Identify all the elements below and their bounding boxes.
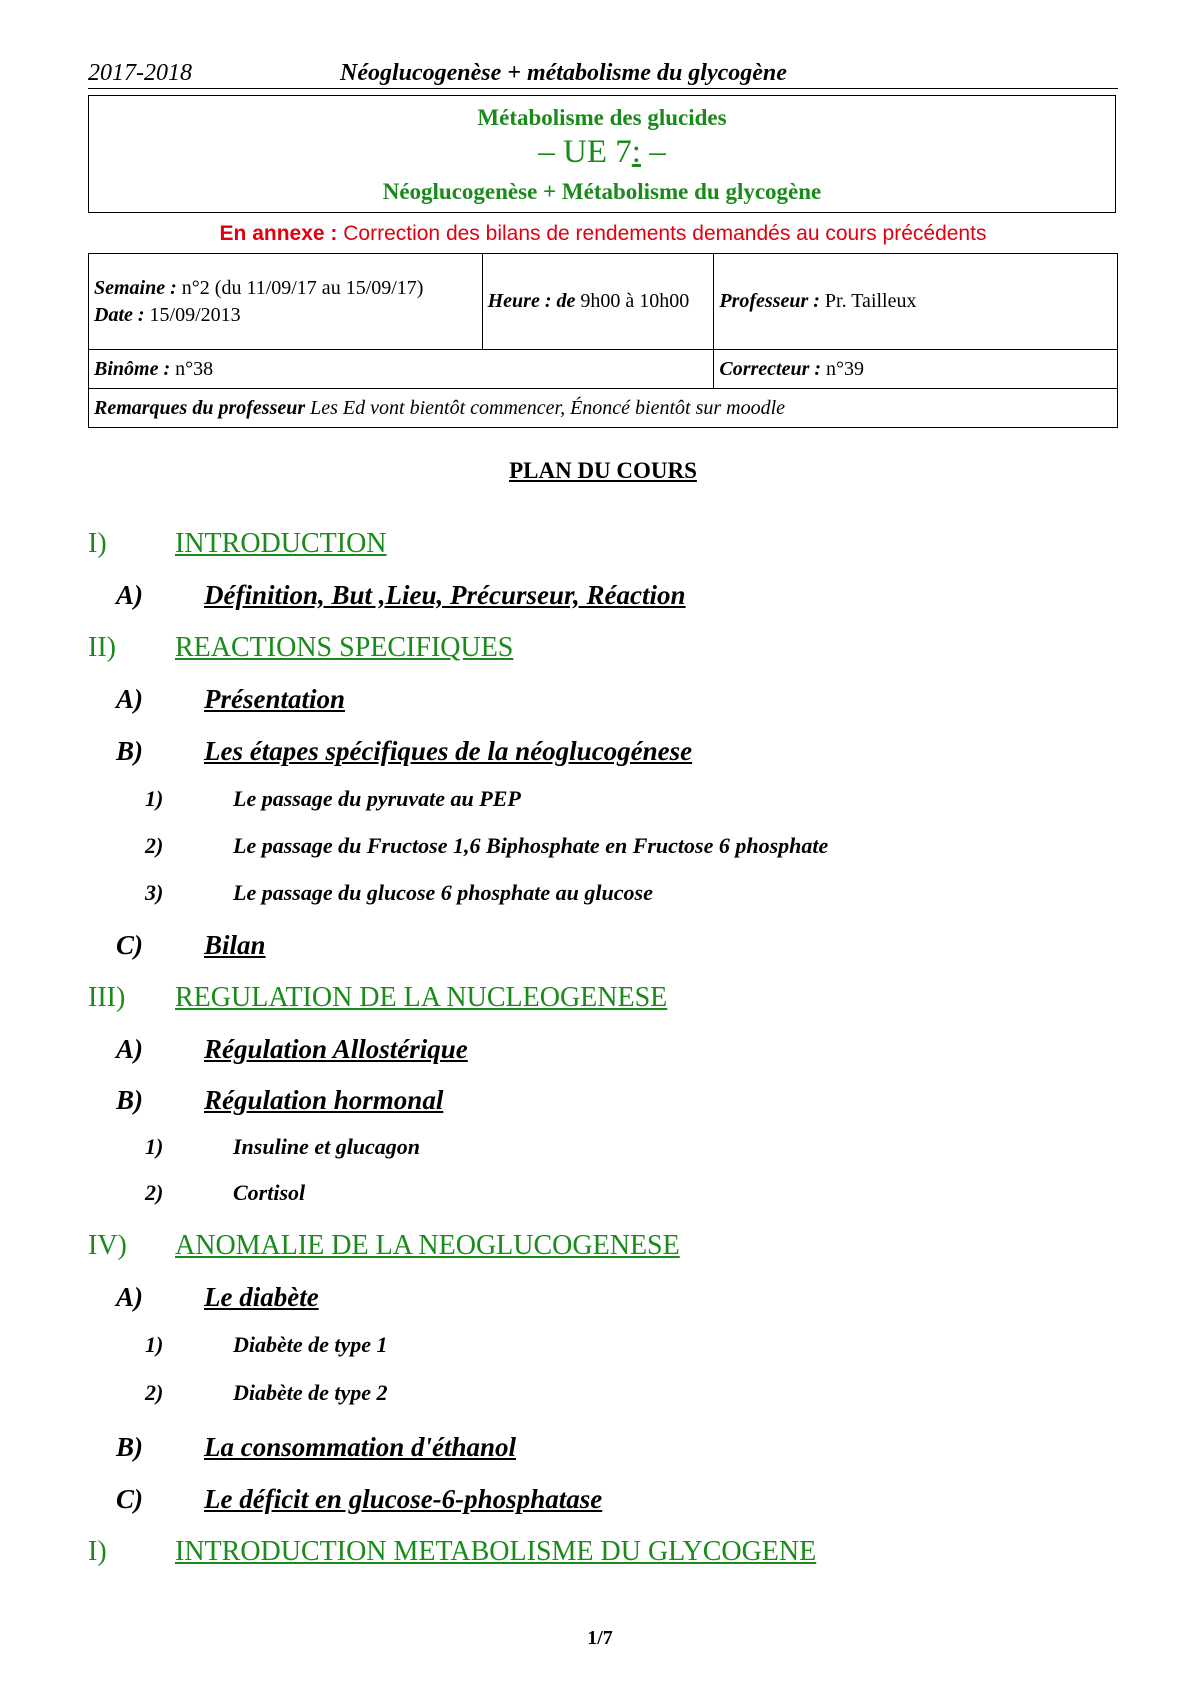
heure-cell	[482, 254, 714, 350]
toc-heading: Le passage du pyruvate au PEP	[233, 786, 521, 811]
unit-dash: –	[640, 134, 666, 170]
date-value: 15/09/2013	[144, 303, 241, 326]
toc-number: A)	[116, 1034, 143, 1064]
correcteur-value: n°39	[821, 357, 865, 380]
remarques-label: Remarques du professeur	[94, 396, 306, 419]
toc-number: A)	[116, 580, 143, 610]
toc-heading: REGULATION DE LA NUCLEOGENESE	[175, 982, 668, 1013]
toc-heading: REACTIONS SPECIFIQUES	[175, 632, 514, 663]
toc-number: A)	[116, 1282, 143, 1312]
annex-note	[88, 222, 1118, 246]
info-table	[88, 253, 1118, 428]
course-unit	[89, 134, 1115, 171]
toc-number: III)	[88, 982, 126, 1013]
toc-heading: Le déficit en glucose-6-phosphatase	[204, 1484, 603, 1514]
toc-heading: Régulation hormonal	[204, 1085, 444, 1115]
toc-number: 1)	[145, 1134, 164, 1159]
toc-number: B)	[116, 1432, 143, 1462]
binome-cell	[89, 350, 714, 389]
toc-number: B)	[116, 1085, 143, 1115]
annex-label: En annexe :	[219, 222, 338, 245]
header-title: Néoglucogenèse + métabolisme du glycogène	[340, 60, 787, 86]
heure-label: Heure : de	[487, 290, 576, 312]
toc-heading: Diabète de type 2	[233, 1380, 388, 1405]
toc-number: A)	[116, 684, 143, 714]
toc-heading: Définition, But ,Lieu, Précurseur, Réaction	[204, 580, 686, 610]
toc-number: B)	[116, 736, 143, 766]
binome-value: n°38	[170, 357, 214, 380]
toc-heading: INTRODUCTION	[175, 528, 387, 559]
annex-text: Correction des bilans de rendements demandés au cours précédents	[337, 222, 987, 245]
title-box	[88, 95, 1116, 213]
course-subject: Métabolisme des glucides	[477, 105, 727, 130]
toc-heading: ANOMALIE DE LA NEOGLUCOGENESE	[175, 1230, 680, 1261]
toc-number: C)	[116, 930, 143, 960]
toc-heading: Insuline et glucagon	[233, 1134, 421, 1159]
toc-heading: La consommation d'éthanol	[204, 1432, 517, 1462]
toc-number: C)	[116, 1484, 143, 1514]
page-header	[88, 58, 1118, 89]
toc-heading: Bilan	[204, 930, 266, 960]
plan-title: PLAN DU COURS	[509, 458, 697, 483]
toc-number: 2)	[145, 833, 164, 858]
unit-colon: :	[631, 134, 641, 170]
toc-number: 2)	[145, 1180, 164, 1205]
toc-number: 3)	[145, 880, 164, 905]
toc-heading: Régulation Allostérique	[204, 1034, 468, 1064]
toc-number: 1)	[145, 1332, 164, 1357]
heure-value: 9h00 à 10h00	[575, 290, 690, 312]
toc-heading: Cortisol	[233, 1180, 306, 1205]
toc-heading: Les étapes spécifiques de la néoglucogénese	[204, 736, 693, 766]
course-title: Néoglucogenèse + Métabolisme du glycogène	[382, 179, 822, 204]
semaine-value: n°2 (du 11/09/17 au 15/09/17)	[176, 276, 424, 299]
unit-label: – UE 7	[538, 134, 632, 170]
page-number: 1/7	[587, 1627, 613, 1649]
toc-number: I)	[88, 528, 107, 559]
professeur-value: Pr. Tailleux	[819, 290, 917, 312]
toc-heading: Le diabète	[204, 1282, 319, 1312]
toc-heading: Diabète de type 1	[233, 1332, 388, 1357]
header-year: 2017-2018	[88, 60, 192, 86]
toc-number: IV)	[88, 1230, 127, 1261]
correcteur-label: Correcteur :	[719, 357, 822, 380]
remarques-value: Les Ed vont bientôt commencer, Énoncé bientôt sur moodle	[305, 396, 786, 419]
remarques-cell	[89, 389, 1118, 428]
correcteur-cell	[714, 350, 1118, 389]
toc-number: II)	[88, 632, 116, 663]
toc-heading: Le passage du glucose 6 phosphate au glucose	[233, 880, 653, 905]
binome-label: Binôme :	[94, 357, 171, 380]
toc-heading: Présentation	[204, 684, 346, 714]
toc-number: 2)	[145, 1380, 164, 1405]
professeur-cell	[714, 254, 1118, 350]
professeur-label: Professeur :	[719, 290, 820, 312]
date-label: Date :	[94, 303, 145, 326]
toc-number: 1)	[145, 786, 164, 811]
toc-number: I)	[88, 1536, 107, 1567]
semaine-cell	[89, 254, 483, 350]
semaine-label: Semaine :	[94, 276, 177, 299]
toc-heading: Le passage du Fructose 1,6 Biphosphate en Fructose 6 phosphate	[233, 833, 829, 858]
toc-heading: INTRODUCTION METABOLISME DU GLYCOGENE	[175, 1536, 817, 1567]
